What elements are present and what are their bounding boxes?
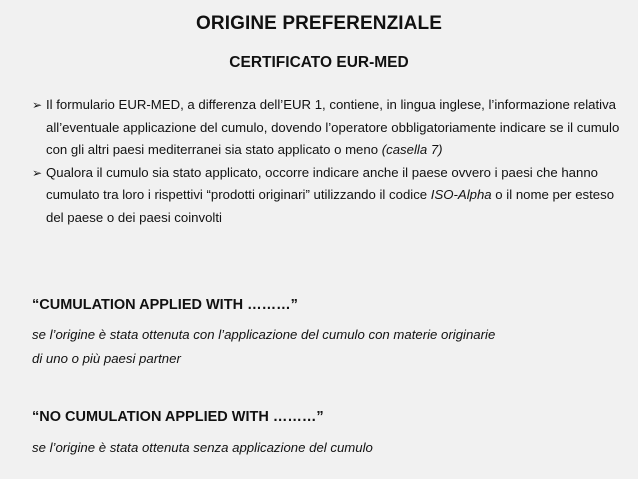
bullet-text-after: o il nome per esteso del paese o dei paesi coinvolti — [46, 187, 615, 225]
bullet-italic-text: ISO-Alpha — [430, 187, 492, 202]
bullet-text: Il formulario EUR-MED, a differenza dell’EUR 1, contiene, in lingua inglese, l’informazione relativa all’eventuale applicazione del cumulo, dovendo l’operatore obbligatoriamente indicare se il cumulo con gli altri paesi mediterranei sia stato applicato o meno — [46, 97, 620, 157]
no-cumulation-description — [32, 436, 622, 460]
bullet-item — [32, 162, 632, 230]
slide-subtitle: CERTIFICATO EUR-MED — [229, 54, 409, 71]
bullet-italic-text: (casella 7) — [381, 142, 443, 157]
cumulation-applied-description — [32, 323, 622, 371]
no-cumulation-heading: “NO CUMULATION APPLIED WITH ………” — [32, 409, 324, 425]
cumulation-applied-line2: di uno o più paesi partner — [32, 351, 181, 366]
slide-title: ORIGINE PREFERENZIALE — [196, 13, 442, 34]
bullet-text: Qualora il cumulo sia stato applicato, occorre indicare anche il paese ovvero i paesi che hanno cumulato tra loro i rispettivi “prodotti originari” utilizzando il codice — [46, 164, 598, 202]
arrow-bullet-icon: ➢ — [32, 165, 43, 180]
arrow-bullet-icon: ➢ — [32, 98, 43, 112]
cumulation-applied-heading: “CUMULATION APPLIED WITH ………” — [32, 297, 298, 313]
cumulation-applied-line1: se l’origine è stata ottenuta con l’applicazione del cumulo con materie originarie — [32, 327, 496, 342]
bullet-list — [32, 94, 632, 229]
no-cumulation-line1: se l’origine è stata ottenuta senza applicazione del cumulo — [32, 440, 373, 455]
bullet-item — [32, 94, 632, 162]
